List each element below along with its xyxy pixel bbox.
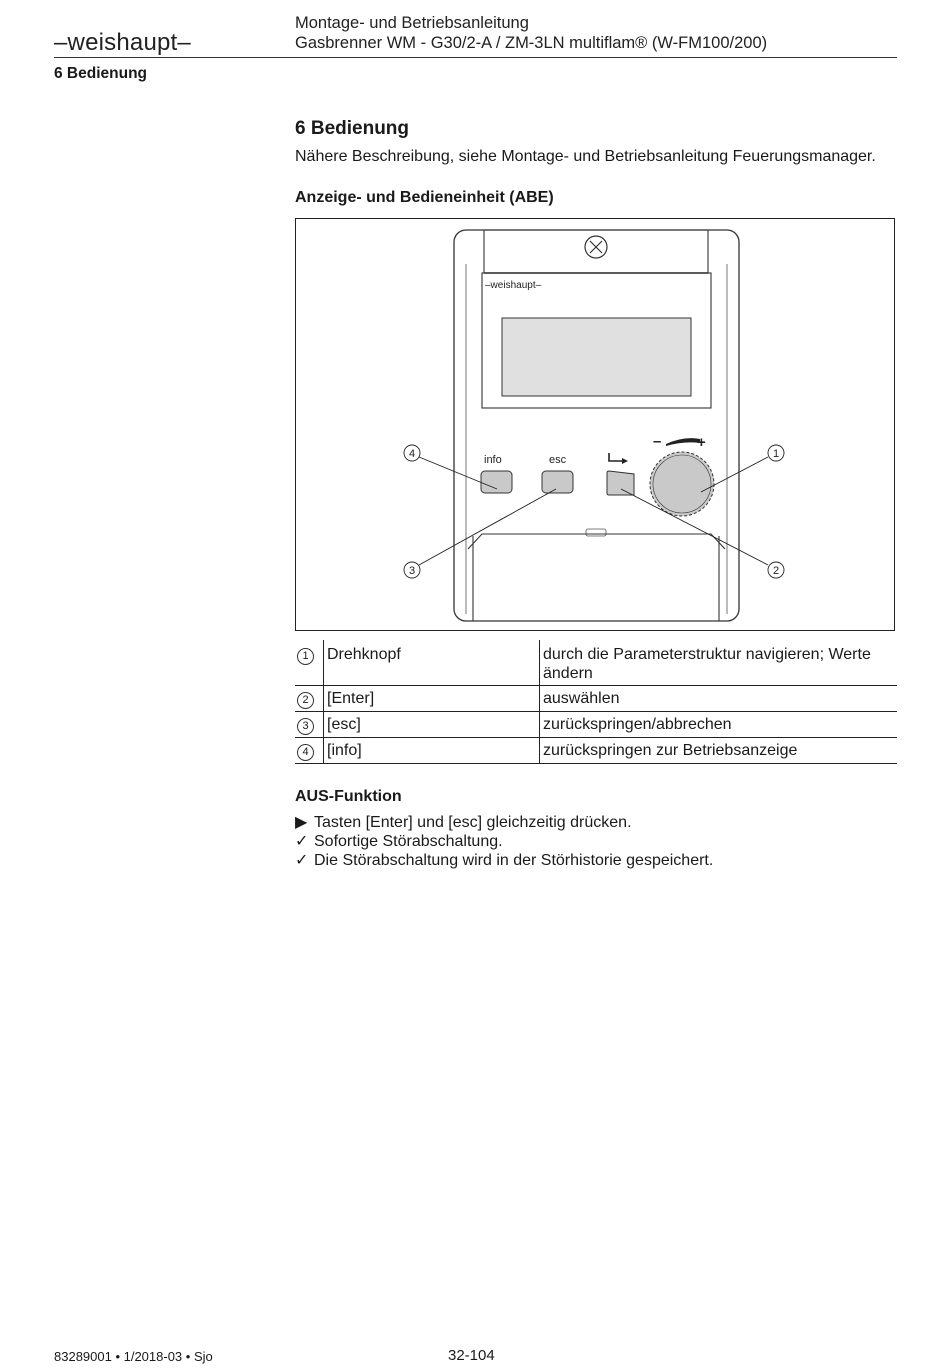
minus-sign: – xyxy=(653,433,662,450)
step-item xyxy=(295,813,713,832)
legend-row xyxy=(295,738,897,764)
svg-text:2: 2 xyxy=(772,565,780,577)
esc-label: esc xyxy=(549,454,567,466)
legend-table xyxy=(295,640,897,764)
info-button xyxy=(481,471,512,493)
legend-key: [Enter] xyxy=(324,686,540,712)
aus-heading: AUS-Funktion xyxy=(295,788,402,805)
abe-figure xyxy=(295,218,895,631)
enter-button xyxy=(607,471,634,495)
plus-sign: + xyxy=(697,434,706,451)
figure-heading: Anzeige- und Bedieneinheit (ABE) xyxy=(295,189,554,206)
legend-key: [esc] xyxy=(324,712,540,738)
esc-button xyxy=(542,471,573,493)
aus-steps xyxy=(295,813,713,870)
legend-row xyxy=(295,640,897,686)
check-icon: ✓ xyxy=(295,852,309,869)
legend-row xyxy=(295,712,897,738)
legend-desc: durch die Parameterstruktur navigieren; Werte ändern xyxy=(540,640,898,686)
product-title: Gasbrenner WM - G30/2-A / ZM-3LN multiflam® (W-FM100/200) xyxy=(295,34,768,52)
legend-key: Drehknopf xyxy=(324,640,540,686)
section-label: 6 Bedienung xyxy=(54,65,148,82)
legend-number: 1 xyxy=(297,648,314,665)
brand-logo: –weishaupt– xyxy=(54,29,191,56)
step-item xyxy=(295,832,713,851)
legend-number: 2 xyxy=(297,692,314,709)
info-label: info xyxy=(484,454,502,466)
svg-text:1: 1 xyxy=(772,448,780,460)
intro-text: Nähere Beschreibung, siehe Montage- und Betriebsanleitung Feuerungsmanager. xyxy=(295,148,876,165)
enter-arrow-icon xyxy=(609,453,624,461)
legend-number: 4 xyxy=(297,744,314,761)
display-screen xyxy=(502,318,691,396)
legend-desc: zurückspringen zur Betriebsanzeige xyxy=(540,738,898,764)
page-number: 32-104 xyxy=(448,1347,495,1364)
page-heading: 6 Bedienung xyxy=(295,118,410,139)
device-brand: –weishaupt– xyxy=(485,280,542,291)
legend-desc: auswählen xyxy=(540,686,898,712)
legend-key: [info] xyxy=(324,738,540,764)
turn-indicator xyxy=(666,438,700,446)
legend-row xyxy=(295,686,897,712)
step-item xyxy=(295,851,713,870)
action-arrow-icon: ▶ xyxy=(295,814,308,831)
legend-desc: zurückspringen/abbrechen xyxy=(540,712,898,738)
abe-illustration xyxy=(296,219,896,632)
step-text: Sofortige Störabschaltung. xyxy=(314,833,503,850)
step-text: Die Störabschaltung wird in der Störhistorie gespeichert. xyxy=(314,852,714,869)
svg-text:3: 3 xyxy=(408,565,416,577)
svg-text:4: 4 xyxy=(408,448,416,460)
legend-number: 3 xyxy=(297,718,314,735)
doc-number: 83289001 • 1/2018-03 • Sjo xyxy=(54,1349,213,1364)
header-rule xyxy=(54,57,897,58)
check-icon: ✓ xyxy=(295,833,309,850)
rotary-knob xyxy=(650,452,714,516)
doc-title: Montage- und Betriebsanleitung xyxy=(295,14,529,32)
step-text: Tasten [Enter] und [esc] gleichzeitig drücken. xyxy=(314,814,632,831)
